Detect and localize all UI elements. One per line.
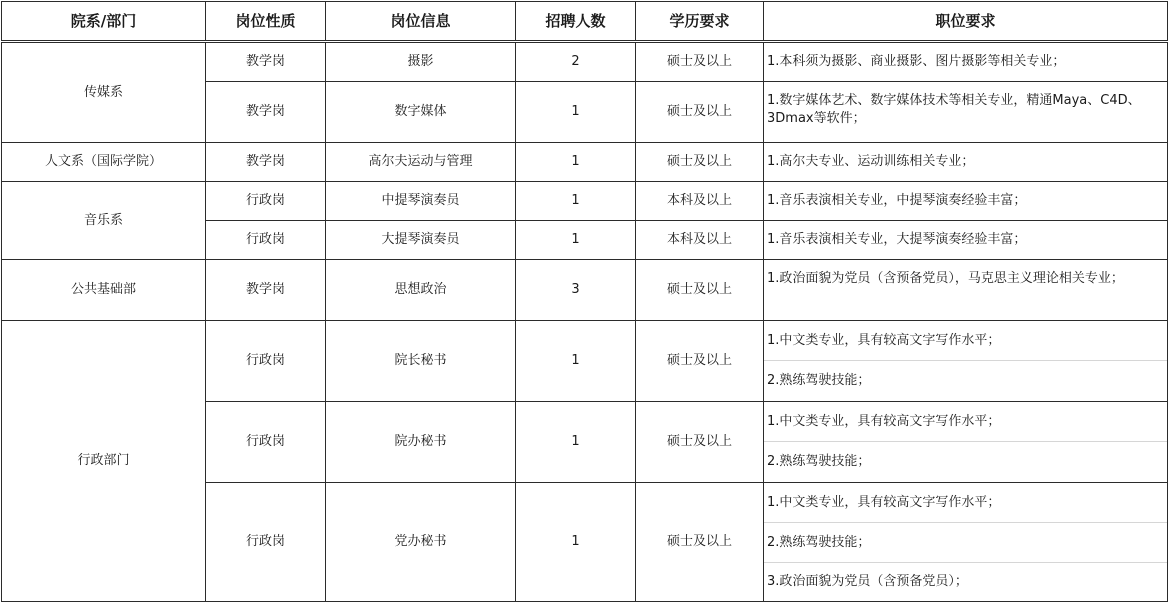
dept-cell: 传媒系 bbox=[2, 42, 206, 143]
info-cell: 中提琴演奏员 bbox=[326, 182, 516, 221]
info-cell: 院长秘书 bbox=[326, 321, 516, 402]
header-nature: 岗位性质 bbox=[206, 2, 326, 42]
edu-cell: 本科及以上 bbox=[636, 221, 764, 260]
req-cell bbox=[764, 42, 1168, 82]
req-cell bbox=[764, 260, 1168, 321]
edu-cell: 硕士及以上 bbox=[636, 82, 764, 143]
req-line: 1.中文类专业，具有较高文字写作水平； bbox=[767, 494, 1001, 510]
nature-cell: 行政岗 bbox=[206, 221, 326, 260]
count-cell: 3 bbox=[516, 260, 636, 321]
req-line: 1.音乐表演相关专业，中提琴演奏经验丰富； bbox=[767, 193, 1027, 208]
edu-cell: 硕士及以上 bbox=[636, 402, 764, 483]
count-cell: 1 bbox=[516, 182, 636, 221]
edu-cell: 硕士及以上 bbox=[636, 42, 764, 82]
req-line: 1.政治面貌为党员（含预备党员），马克思主义理论相关专业； bbox=[767, 271, 1124, 286]
count-cell: 1 bbox=[516, 221, 636, 260]
dept-cell: 公共基础部 bbox=[2, 260, 206, 321]
edu-cell: 硕士及以上 bbox=[636, 260, 764, 321]
count-cell: 1 bbox=[516, 143, 636, 182]
count-cell: 2 bbox=[516, 42, 636, 82]
count-cell: 1 bbox=[516, 483, 636, 602]
nature-cell: 教学岗 bbox=[206, 260, 326, 321]
nature-cell: 教学岗 bbox=[206, 42, 326, 82]
info-cell: 大提琴演奏员 bbox=[326, 221, 516, 260]
edu-cell: 硕士及以上 bbox=[636, 321, 764, 402]
nature-cell: 行政岗 bbox=[206, 483, 326, 602]
table-row bbox=[2, 182, 1168, 221]
req-line: 1.高尔夫专业、运动训练相关专业； bbox=[767, 154, 975, 169]
table-row bbox=[2, 321, 1168, 402]
edu-cell: 硕士及以上 bbox=[636, 483, 764, 602]
req-cell bbox=[764, 221, 1168, 260]
req-line: 1.中文类专业，具有较高文字写作水平； bbox=[767, 332, 1001, 348]
info-cell: 数字媒体 bbox=[326, 82, 516, 143]
header-row bbox=[2, 2, 1168, 42]
req-line: 2.熟练驾驶技能； bbox=[764, 522, 1167, 562]
table-row bbox=[2, 42, 1168, 82]
count-cell: 1 bbox=[516, 321, 636, 402]
header-count: 招聘人数 bbox=[516, 2, 636, 42]
header-edu: 学历要求 bbox=[636, 2, 764, 42]
req-cell bbox=[764, 321, 1168, 402]
nature-cell: 行政岗 bbox=[206, 321, 326, 402]
req-line: 3.政治面貌为党员（含预备党员）； bbox=[764, 562, 1167, 601]
table-row bbox=[2, 143, 1168, 182]
req-cell bbox=[764, 143, 1168, 182]
req-line: 1.数字媒体艺术、数字媒体技术等相关专业，精通Maya、C4D、3Dmax等软件； bbox=[767, 93, 1141, 126]
table-row bbox=[2, 260, 1168, 321]
dept-cell: 音乐系 bbox=[2, 182, 206, 260]
nature-cell: 行政岗 bbox=[206, 402, 326, 483]
count-cell: 1 bbox=[516, 82, 636, 143]
req-line: 1.中文类专业，具有较高文字写作水平； bbox=[767, 413, 1001, 429]
info-cell: 党办秘书 bbox=[326, 483, 516, 602]
info-cell: 院办秘书 bbox=[326, 402, 516, 483]
info-cell: 思想政治 bbox=[326, 260, 516, 321]
req-line: 1.本科须为摄影、商业摄影、图片摄影等相关专业； bbox=[767, 54, 1066, 69]
nature-cell: 教学岗 bbox=[206, 143, 326, 182]
req-line: 2.熟练驾驶技能； bbox=[764, 441, 1167, 481]
info-cell: 摄影 bbox=[326, 42, 516, 82]
info-cell: 高尔夫运动与管理 bbox=[326, 143, 516, 182]
req-cell bbox=[764, 182, 1168, 221]
req-cell bbox=[764, 483, 1168, 602]
req-line: 1.音乐表演相关专业，大提琴演奏经验丰富； bbox=[767, 232, 1027, 247]
header-req: 职位要求 bbox=[764, 2, 1168, 42]
edu-cell: 本科及以上 bbox=[636, 182, 764, 221]
req-cell bbox=[764, 82, 1168, 143]
edu-cell: 硕士及以上 bbox=[636, 143, 764, 182]
dept-cell: 行政部门 bbox=[2, 321, 206, 602]
header-dept: 院系/部门 bbox=[2, 2, 206, 42]
recruitment-table bbox=[1, 1, 1168, 602]
req-line: 2.熟练驾驶技能； bbox=[764, 360, 1167, 400]
header-info: 岗位信息 bbox=[326, 2, 516, 42]
nature-cell: 行政岗 bbox=[206, 182, 326, 221]
req-cell bbox=[764, 402, 1168, 483]
nature-cell: 教学岗 bbox=[206, 82, 326, 143]
dept-cell: 人文系（国际学院） bbox=[2, 143, 206, 182]
count-cell: 1 bbox=[516, 402, 636, 483]
